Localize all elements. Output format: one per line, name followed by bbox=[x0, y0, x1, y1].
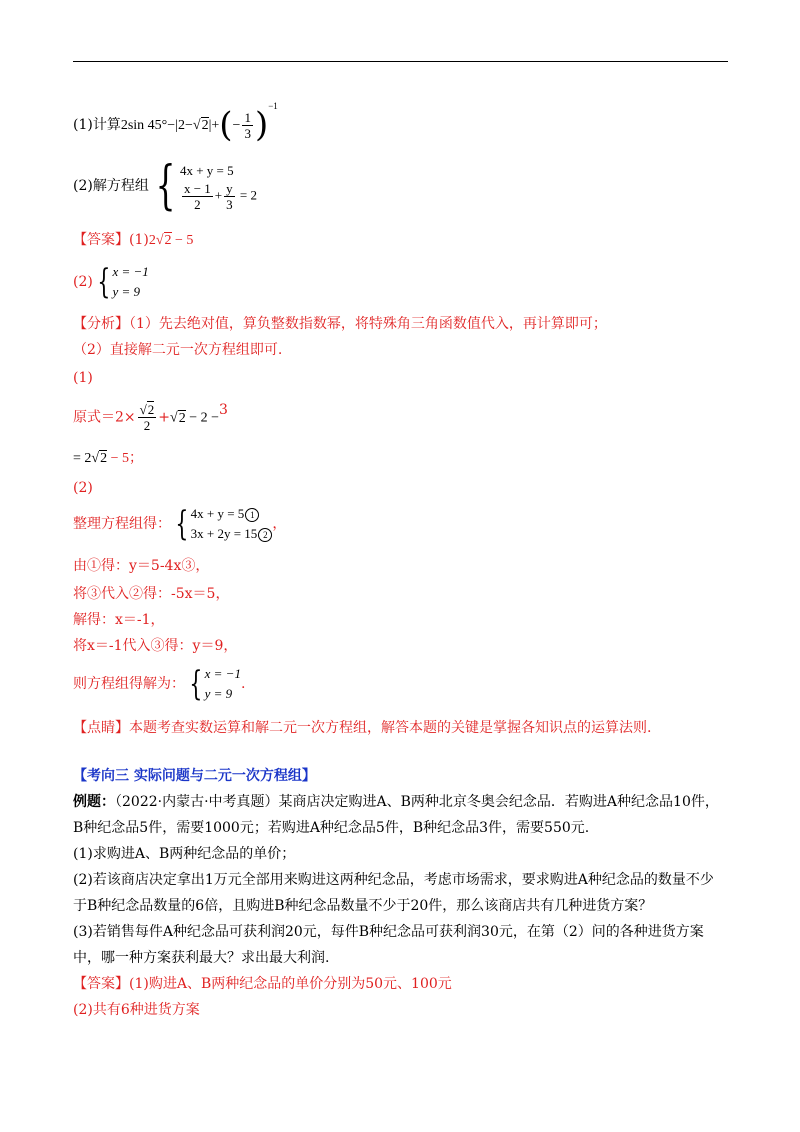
solution-step-5: 则方程组得解为： { x = −1 y = 9 . bbox=[73, 664, 246, 704]
comment-tag: 【点睛】 bbox=[73, 720, 129, 736]
question-2: (2)解方程组 { 4x + y = 5 $\frac{x - 1}{2}$ + $\frac{y}{3}$ = 2 bbox=[73, 156, 257, 216]
answer-part-2: (2) { x = −1 y = 9 bbox=[73, 262, 149, 302]
answer-tag: 【答案】 bbox=[73, 232, 129, 248]
q1-exponent: −1 bbox=[268, 101, 278, 112]
solution-step-2: 将③代入②得：-5x＝5， bbox=[73, 586, 230, 602]
q2-system bbox=[180, 161, 257, 212]
analysis-line-1: 【分析】（1）先去绝对值，算负整数指数幂，将特殊角三角函数值代入，再计算即可； bbox=[73, 316, 607, 332]
example-question-1: (1)求购进A、B两种纪念品的单价； bbox=[73, 846, 296, 862]
solution-part-1-label: (1) bbox=[73, 370, 93, 386]
example-answer-tag: 【答案】 bbox=[73, 976, 129, 992]
question-1: (1)计算2sin 45°−|2−√2|+(− $\frac{1}{3}$ )$^{-1}$ bbox=[73, 101, 278, 145]
solution-system: 整理方程组得： { 4x + y = 5 1 3x + 2y = 15 2 ， bbox=[73, 504, 287, 544]
q1-abs-close: |+ bbox=[208, 118, 220, 133]
example-line-1: 例题：（2022·内蒙古·中考真题）某商店决定购进A、B两种北京冬奥会纪念品．若购进A种纪念品10件， bbox=[73, 794, 719, 810]
example-question-3a: (3)若销售每件A种纪念品可获利润20元，每件B种纪念品可获利润30元，在第（2）问的各种进货方案 bbox=[73, 924, 704, 940]
q1-sqrt-arg: 2 bbox=[201, 118, 209, 133]
solution-result-1: = 2√2 − 5； bbox=[73, 451, 143, 466]
q1-expression: 2sin 45°−|2− bbox=[120, 118, 193, 133]
question-2-label: (2)解方程组 bbox=[73, 178, 149, 194]
example-question-3b: 中，哪一种方案获利最大？求出最大利润. bbox=[73, 950, 330, 966]
example-question-2a: (2)若该商店决定拿出1万元全部用来购进这两种纪念品，考虑市场需求，要求购进A种纪念品的数量不少 bbox=[73, 872, 714, 888]
header-rule bbox=[73, 61, 728, 62]
solution-step-yuanshi: 原式＝2× $\frac{√2}{2}$ +√2 − 2 −3 bbox=[73, 401, 228, 433]
comment: 【点睛】本题考查实数运算和解二元一次方程组，解答本题的关键是掌握各知识点的运算法则. bbox=[73, 720, 652, 736]
example-answer-2: (2)共有6种进货方案 bbox=[73, 1002, 200, 1018]
example-answer-1: 【答案】(1)购进A、B两种纪念品的单价分别为50元、100元 bbox=[73, 976, 452, 992]
question-1-label: (1)计算 bbox=[73, 117, 121, 133]
q1-fraction: $\frac{1}{3}$ bbox=[244, 109, 251, 141]
solution-step-3: 解得：x＝-1， bbox=[73, 612, 165, 628]
solution-part-2-label: (2) bbox=[73, 480, 93, 496]
section-heading: 【考向三 实际问题与二元一次方程组】 bbox=[73, 768, 316, 784]
example-question-2b: 于B种纪念品数量的6倍，且购进B种纪念品数量不少于20件，那么该商店共有几种进货方案？ bbox=[73, 898, 653, 914]
solution-step-4: 将x＝-1代入③得：y＝9， bbox=[73, 638, 238, 654]
q2-equation-2: $\frac{x - 1}{2}$ + $\frac{y}{3}$ = 2 bbox=[183, 180, 257, 212]
example-tag: 例题： bbox=[73, 794, 115, 810]
analysis-line-2: （2）直接解二元一次方程组即可. bbox=[73, 342, 283, 358]
q2-equation-1: 4x + y = 5 bbox=[179, 162, 234, 178]
solution-step-1: 由①得：y＝5-4x③， bbox=[73, 558, 210, 574]
example-line-2: B种纪念品5件，需要1000元；若购进A种纪念品5件，B种纪念品3件，需要550元. bbox=[73, 820, 590, 836]
answer-part-1: 【答案】(1)2√2 − 5 bbox=[73, 232, 194, 248]
analysis-tag: 【分析】 bbox=[73, 316, 129, 332]
q1-neg: − bbox=[232, 118, 241, 133]
